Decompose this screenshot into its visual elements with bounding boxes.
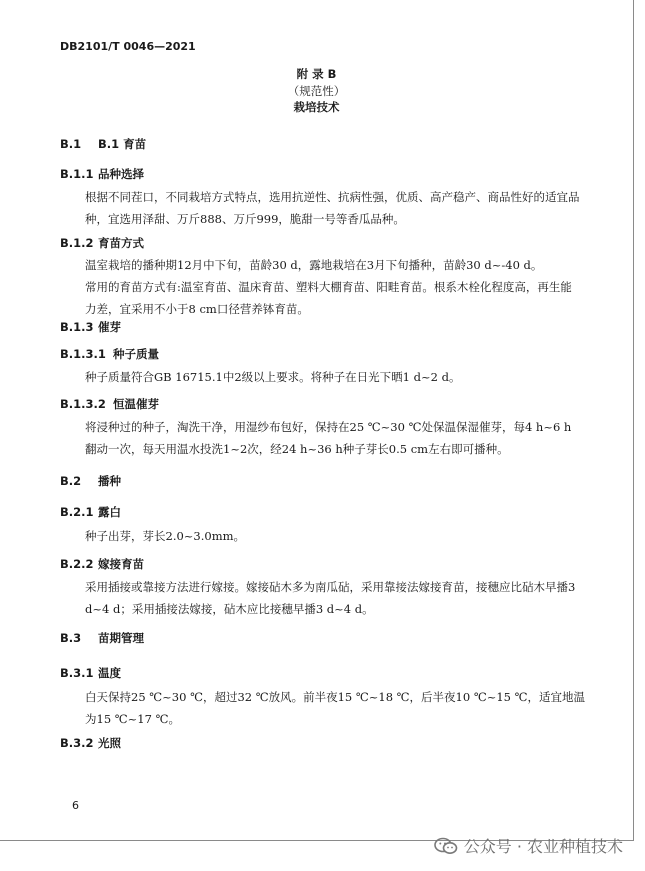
- section-title: 催芽: [98, 320, 121, 334]
- section-number: B.1.3: [60, 320, 94, 334]
- section-heading-b1-3-2: [60, 396, 159, 412]
- section-heading-b1-3: [60, 319, 121, 335]
- section-heading-b3: [60, 630, 144, 646]
- section-number: B.1.1: [60, 167, 94, 181]
- section-heading-b3-2: [60, 735, 121, 751]
- section-title: 苗期管理: [98, 631, 144, 645]
- text-line: 翻动一次，每天用温水投洗1~2次，经24 h~36 h种子芽长0.5 cm左右即可播种。: [85, 442, 509, 456]
- section-number: B.3.2: [60, 736, 94, 750]
- section-heading-b2-1: [60, 504, 121, 520]
- section-title: 种子质量: [113, 347, 159, 361]
- section-title: 嫁接育苗: [98, 557, 144, 571]
- section-heading-b1-2: [60, 235, 144, 251]
- section-number: B.1.2: [60, 236, 94, 250]
- text-line: 种，宜选用泽甜、万斤888、万斤999，脆甜一号等香瓜品种。: [85, 212, 405, 226]
- section-heading-b3-1: [60, 665, 121, 681]
- paragraph-grafting: [66, 576, 586, 620]
- text-line: 种子质量符合GB 16715.1中2级以上要求。将种子在日光下晒1 d~2 d。: [85, 370, 461, 384]
- standard-code: DB2101/T 0046—2021: [60, 40, 196, 53]
- text-line: 采用插接或靠接方法进行嫁接。嫁接砧木多为南瓜砧，采用靠接法嫁接育苗，接穗应比砧木早播3: [85, 580, 576, 594]
- section-number: B.1.3.2: [60, 397, 106, 411]
- watermark-text: 公众号 · 农业种植技术: [463, 837, 623, 856]
- section-title: B.1 育苗: [98, 137, 147, 151]
- paragraph-seed-quality: [66, 366, 586, 388]
- appendix-subtitle: 栽培技术: [293, 100, 340, 114]
- section-heading-b2: [60, 473, 121, 489]
- wechat-icon: [434, 837, 458, 855]
- text-line: 温室栽培的播种期12月中下旬，苗龄30 d，露地栽培在3月下旬播种，苗龄30 d~-40 d。: [85, 258, 543, 272]
- paragraph-variety-selection: [66, 186, 586, 230]
- paragraph-seedling-method: [66, 254, 586, 320]
- section-heading-b1: [60, 136, 146, 152]
- text-line: 常用的育苗方式有:温室育苗、温床育苗、塑料大棚育苗、阳畦育苗。根系木栓化程度高，再生能: [85, 280, 572, 294]
- section-title: 播种: [98, 474, 121, 488]
- section-heading-b2-2: [60, 556, 144, 572]
- section-title: 露白: [98, 505, 121, 519]
- paragraph-temperature: [66, 686, 586, 730]
- section-title: 品种选择: [98, 167, 144, 181]
- watermark: [434, 834, 623, 857]
- text-line: 将浸种过的种子，淘洗干净，用湿纱布包好，保持在25 ℃~30 ℃处保温保湿催芽，每4 h~6 h: [85, 420, 572, 434]
- section-title: 光照: [98, 736, 121, 750]
- text-line: 种子出芽，芽长2.0~3.0mm。: [85, 529, 246, 543]
- page-number: 6: [72, 799, 79, 812]
- appendix-type: （规范性）: [287, 84, 346, 98]
- paragraph-sprouting: [66, 525, 586, 547]
- section-number: B.2.2: [60, 557, 94, 571]
- text-line: d~4 d；采用插接法嫁接，砧木应比接穗早播3 d~4 d。: [85, 602, 374, 616]
- section-number: B.3: [60, 631, 82, 645]
- section-title: 恒温催芽: [113, 397, 159, 411]
- section-number: B.2.1: [60, 505, 94, 519]
- section-number: B.2: [60, 474, 82, 488]
- text-line: 力差，宜采用不小于8 cm口径营养钵育苗。: [85, 302, 309, 316]
- section-title: 育苗方式: [98, 236, 144, 250]
- text-line: 白天保持25 ℃~30 ℃，超过32 ℃放风。前半夜15 ℃~18 ℃，后半夜10 ℃~15 ℃，适宜地温: [85, 690, 585, 704]
- section-title: 温度: [98, 666, 121, 680]
- section-heading-b1-3-1: [60, 346, 159, 362]
- text-line: 根据不同茬口，不同栽培方式特点，选用抗逆性、抗病性强，优质、高产稳产、商品性好的适宜品: [85, 190, 580, 204]
- paragraph-germination: [66, 416, 586, 460]
- appendix-title: 附 录 B: [296, 67, 337, 81]
- section-number: B.1: [60, 137, 82, 151]
- section-heading-b1-1: [60, 166, 144, 182]
- section-number: B.3.1: [60, 666, 94, 680]
- section-number: B.1.3.1: [60, 347, 106, 361]
- text-line: 为15 ℃~17 ℃。: [85, 712, 180, 726]
